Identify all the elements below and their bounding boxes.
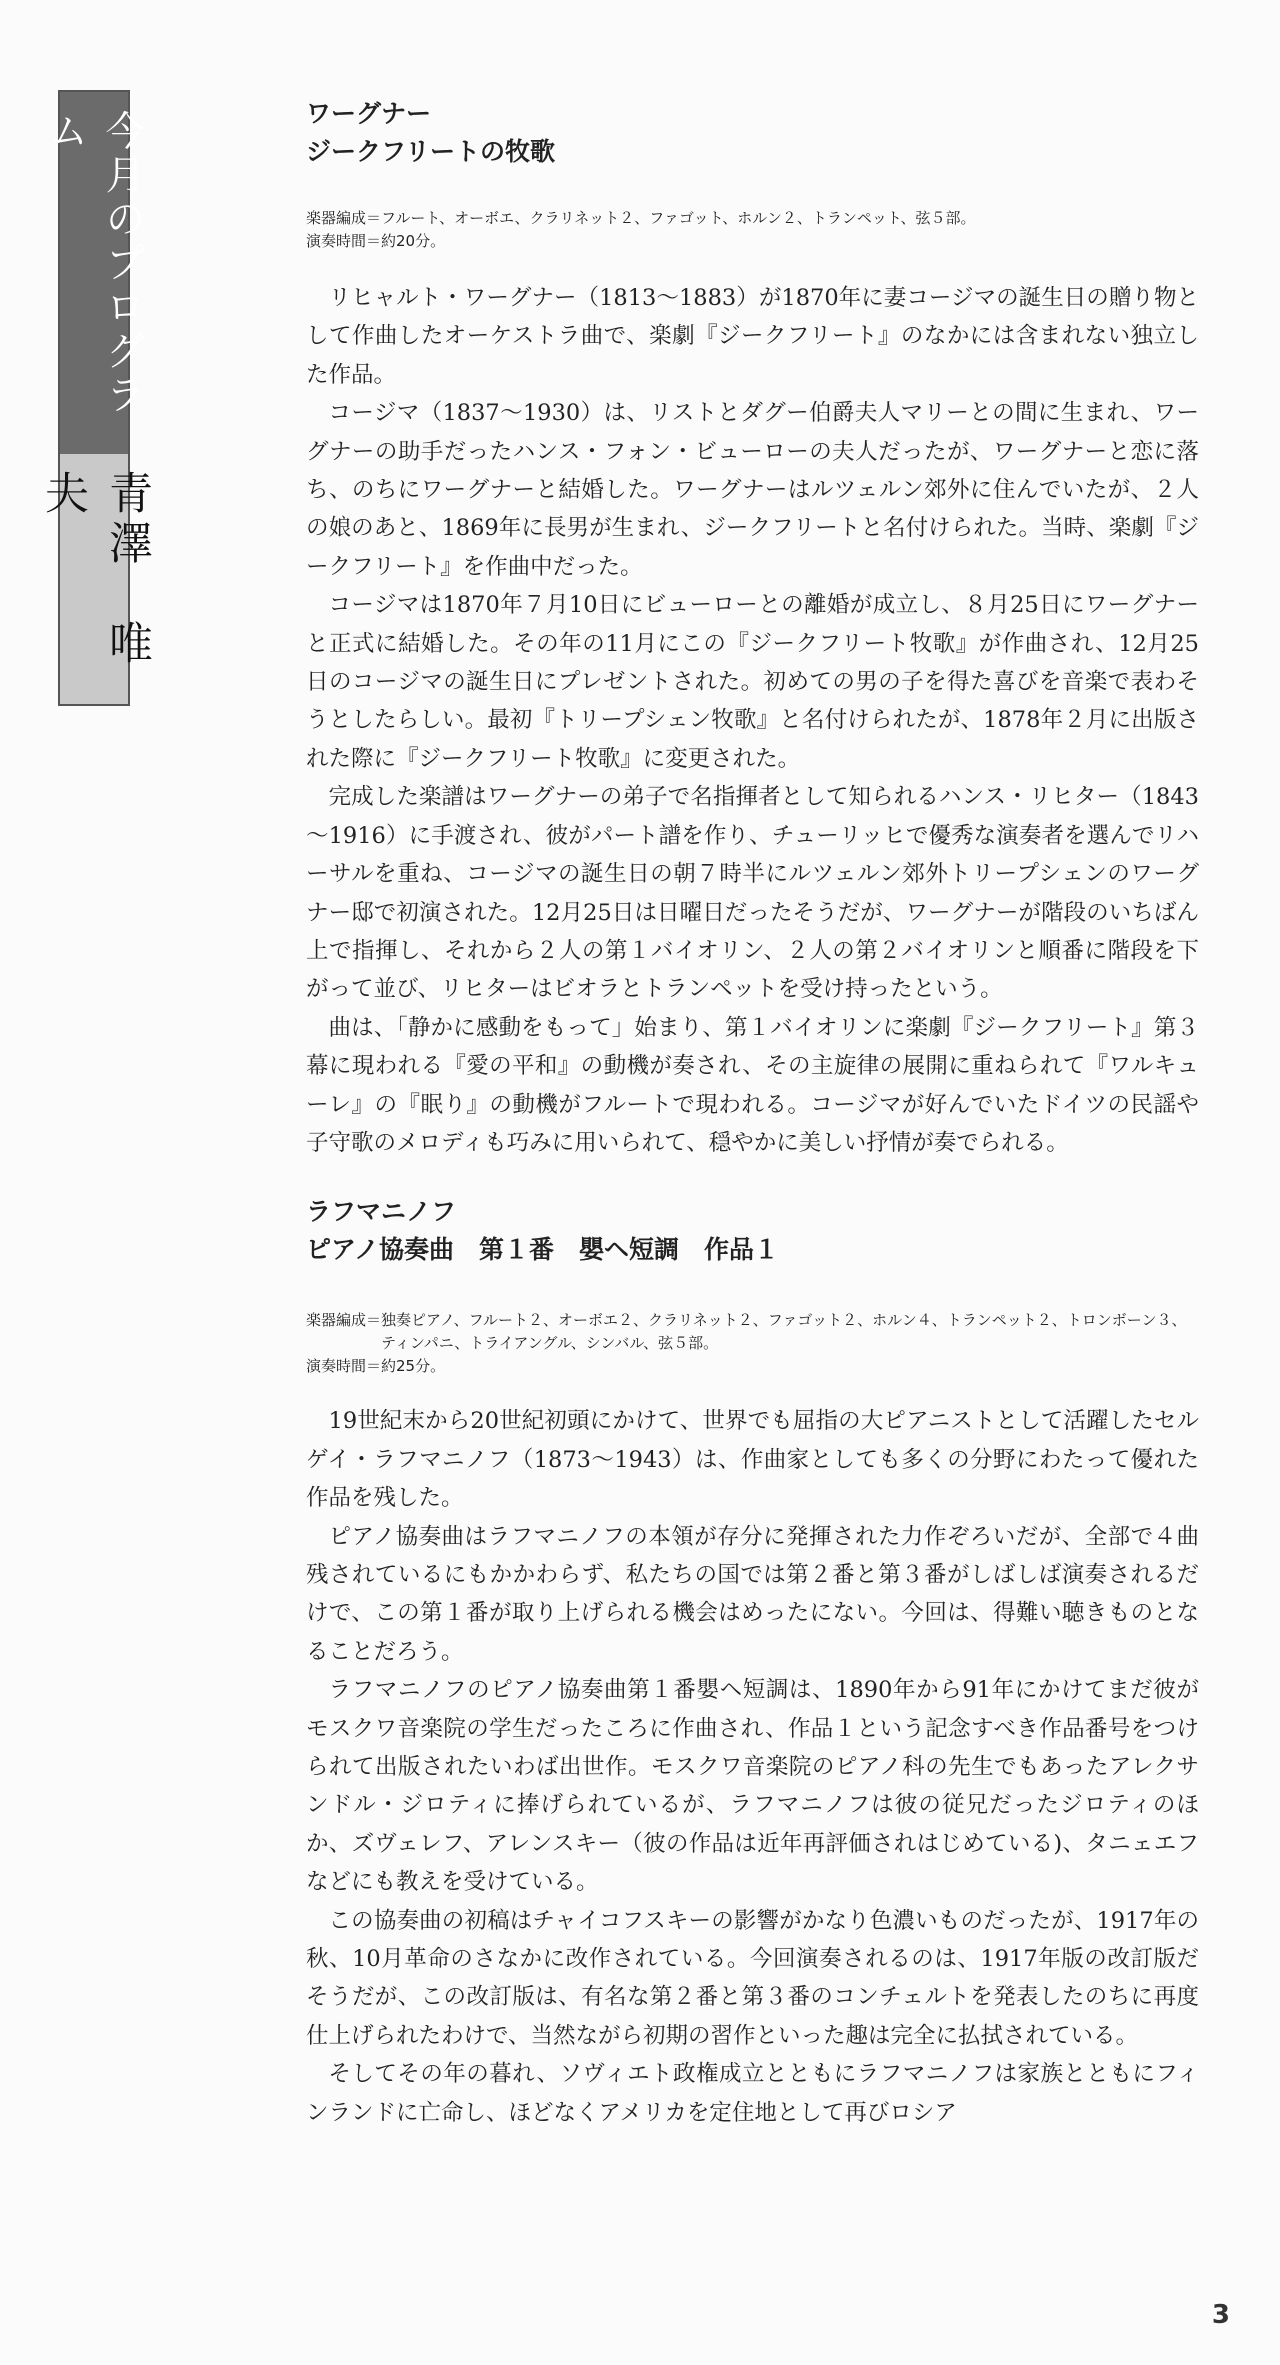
paragraph: ピアノ協奏曲はラフマニノフの本領が存分に発揮された力作ぞろいだが、全部で４曲残されているにもかかわらず、私たちの国では第２番と第３番がしばしば演奏されるだけで、この第１番が取り上げられる機会はめったにない。今回は、得難い聴きものとなることだろう。 [306, 1523, 1199, 1665]
instrumentation-text: 独奏ピアノ、フルート２、オーボエ２、クラリネット２、ファゴット２、ホルン４、トランペット２、トロンボーン３、ティンパニ、トライアングル、シンバル、弦５部。 [381, 1311, 1187, 1353]
author-name: 青澤 唯夫 [60, 454, 128, 704]
paragraph: コージマは1870年７月10日にビューローとの離婚が成立し、８月25日にワーグナーと正式に結婚した。その年の11月にこの『ジークフリート牧歌』が作曲され、12月25日のコージマの誕生日にプレゼントされた。初めての男の子を得た喜びを音楽で表わそうとしたらしい。最初『トリープシェン牧歌』と名付けられたが、1878年２月に出版された際に『ジークフリート牧歌』に変更された。 [306, 592, 1199, 772]
instrumentation [306, 1309, 1199, 1355]
piece-composer: ラフマニノフ [306, 1197, 457, 1227]
piece-title: ジークフリートの牧歌 [306, 137, 556, 166]
piece-composer: ワーグナー [306, 99, 432, 128]
paragraph: そしてその年の暮れ、ソヴィエト政権成立とともにラフマニノフは家族とともにフィンランドに亡命し、ほどなくアメリカを定住地として再びロシア [306, 2061, 1199, 2126]
program-side-tab [37, 90, 152, 706]
instrumentation [306, 207, 1199, 230]
main-content [306, 95, 1199, 2132]
paragraph: 完成した楽譜はワーグナーの弟子で名指揮者として知られるハンス・リヒター（1843～1916）に手渡され、彼がパート譜を作り、チューリッヒで優秀な演奏者を選んでリハーサルを重ね、コージマの誕生日の朝７時半にルツェルン郊外トリープシェンのワーグナー邸で初演された。12月25日は日曜日だったそうだが、ワーグナーが階段のいちばん上で指揮し、それから２人の第１バイオリン、２人の第２バイオリンと順番に階段を下がって並び、リヒターはビオラとトランペットを受け持ったという。 [306, 784, 1199, 1003]
page-number: 3 [1211, 2300, 1230, 2330]
piece-section-rachmaninoff [306, 1193, 1199, 2132]
instrumentation-label: 楽器編成＝ [306, 1311, 382, 1330]
instrumentation-text: フルート、オーボエ、クラリネット２、ファゴット、ホルン２、トランペット、弦５部。 [381, 209, 976, 227]
paragraph: この協奏曲の初稿はチャイコフスキーの影響がかなり色濃いものだったが、1917年の秋、10月革命のさなかに改作されている。今回演奏されるのは、1917年版の改訂版だそうだが、この改訂版は、有名な第２番と第３番のコンチェルトを発表したのちに再度仕上げられたわけで、当然ながら初期の習作といった趣は完全に払拭されている。 [306, 1907, 1199, 2049]
paragraph: コージマ（1837～1930）は、リストとダグー伯爵夫人マリーとの間に生まれ、ワーグナーの助手だったハンス・フォン・ビューローの夫人だったが、ワーグナーと恋に落ち、のちにワーグナーと結婚した。ワーグナーはルツェルン郊外に住んでいたが、２人の娘のあと、1869年に長男が生まれ、ジークフリートと名付けられた。当時、楽劇『ジークフリート』を作曲中だった。 [306, 400, 1199, 580]
piece-title: ピアノ協奏曲 第１番 嬰ヘ短調 作品１ [306, 1235, 780, 1265]
program-label: 今月のプログラム [60, 92, 128, 454]
instrumentation-label: 楽器編成＝ [306, 209, 382, 227]
piece-section-wagner [306, 95, 1199, 1162]
duration: 演奏時間＝約25分。 [306, 1357, 446, 1376]
paragraph: ラフマニノフのピアノ協奏曲第１番嬰ヘ短調は、1890年から91年にかけてまだ彼がモスクワ音楽院の学生だったころに作曲され、作品１という記念すべき作品番号をつけられて出版されたいわば出世作。モスクワ音楽院のピアノ科の先生でもあったアレクサンドル・ジロティに捧げられているが、ラフマニノフは彼の従兄だったジロティのほか、ズヴェレフ、アレンスキー（彼の作品は近年再評価されはじめている)、タニェエフなどにも教えを受けている。 [306, 1677, 1199, 1896]
paragraph: リヒャルト・ワーグナー（1813～1883）が1870年に妻コージマの誕生日の贈り物として作曲したオーケストラ曲で、楽劇『ジークフリート』のなかには含まれない独立した作品。 [306, 285, 1199, 388]
paragraph: 曲は、「静かに感動をもって」始まり、第１バイオリンに楽劇『ジークフリート』第３幕に現われる『愛の平和』の動機が奏され、その主旋律の展開に重ねられて『ワルキューレ』の『眠り』の動機がフルートで現われる。コージマが好んでいたドイツの民謡や子守歌のメロディも巧みに用いられて、穏やかに美しい抒情が奏でられる。 [306, 1014, 1199, 1156]
paragraph: 19世紀末から20世紀初頭にかけて、世界でも屈指の大ピアニストとして活躍したセルゲイ・ラフマニノフ（1873～1943）は、作曲家としても多くの分野にわたって優れた作品を残した。 [306, 1408, 1199, 1512]
duration: 演奏時間＝約20分。 [306, 232, 446, 250]
